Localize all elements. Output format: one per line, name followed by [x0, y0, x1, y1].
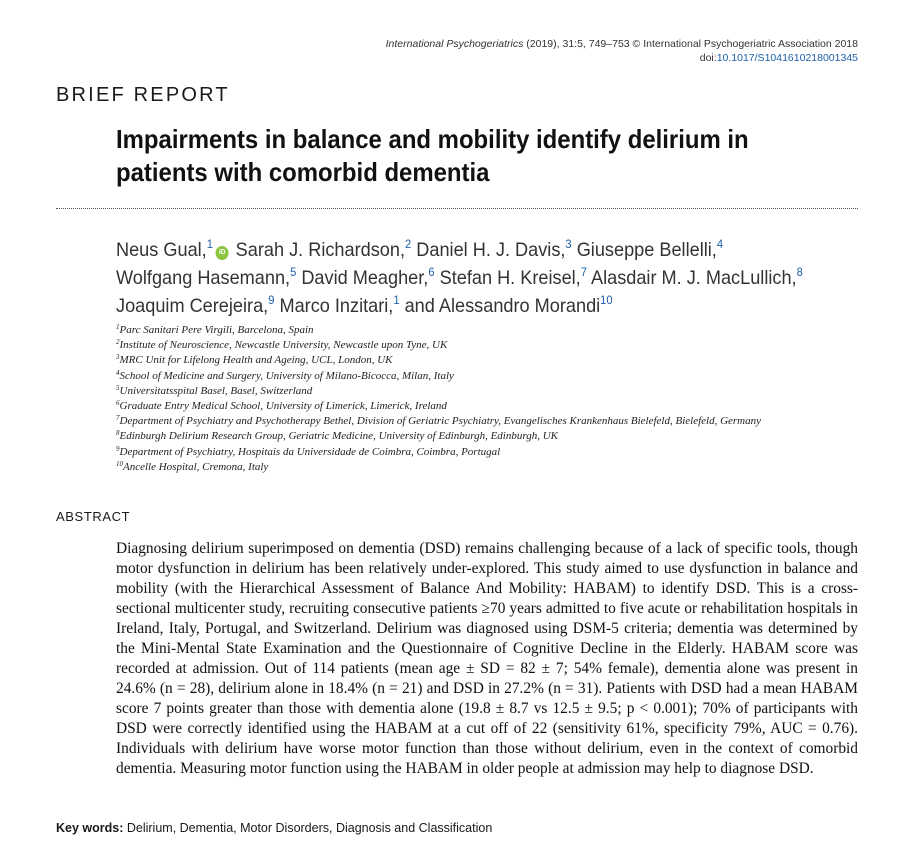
affiliation-number: 4 — [116, 368, 120, 377]
affiliation-number: 8 — [116, 429, 120, 438]
affiliation-number: 9 — [116, 444, 120, 453]
abstract-body: Diagnosing delirium superimposed on dementia (DSD) remains challenging because of a lack of specific tools, though motor dysfunction in delirium has been relatively under-explored. This study aimed to use dysfunction in balance and mobility (with the Hierarchical Assessment of Balance And Mobility: HABAM) to identify DSD. This is a cross-sectional multicenter study, recruiting consecutive patients ≥70 years admitted to five acute or rehabilitation hospitals in Ireland, Italy, Portugal, and Switzerland. Delirium was diagnosed using DSM-5 criteria; dementia was determined by the Mini-Mental State Examination and the Questionnaire of Cognitive Decline in the Elderly. HABAM score was recorded at admission. Out of 114 patients (mean age ± SD = 82 ± 7; 54% female), dementia alone was present in 24.6% (n = 28), delirium alone in 18.4% (n = 21) and DSD in 27.2% (n = 31). Patients with DSD had a mean HABAM score 7 points greater than those with dementia alone (19.8 ± 8.7 vs 12.5 ± 9.5; p < 0.001); 70% of participants with DSD were correctly identified using the HABAM at a cut off of 22 (sensitivity 61%, specificity 79%, AUC = 0.76). Individuals with delirium have worse motor function than those without delirium, even in the context of comorbid dementia. Measuring motor function using the HABAM in older people at admission may help to diagnose DSD. — [116, 540, 858, 777]
author: David Meagher, — [296, 267, 429, 289]
affiliation-number: 5 — [116, 383, 120, 392]
affiliation-text: Edinburgh Delirium Research Group, Geriatric Medicine, University of Edinburgh, Edinburgh, UK — [119, 430, 559, 443]
author: Giuseppe Bellelli, — [571, 239, 717, 261]
journal-name: International Psychogeriatrics — [385, 38, 524, 50]
title-divider — [56, 208, 858, 209]
author-affiliation-link[interactable]: 9 — [268, 293, 275, 307]
affiliation — [116, 429, 876, 444]
author: Alasdair M. J. MacLullich, — [586, 267, 797, 289]
author-affiliation-link[interactable]: 6 — [428, 265, 435, 279]
affiliation-text: School of Medicine and Surgery, University of Milano-Bicocca, Milan, Italy — [119, 369, 454, 382]
journal-header — [386, 37, 858, 65]
affiliation — [116, 323, 876, 338]
affiliation — [116, 445, 876, 460]
affiliation-text: Universitatsspital Basel, Basel, Switzerland — [119, 384, 313, 397]
author-list — [116, 236, 823, 320]
keywords — [56, 821, 492, 835]
doi-prefix: doi: — [699, 52, 717, 64]
author-affiliation-link[interactable]: 8 — [796, 265, 803, 279]
affiliation-text: Institute of Neuroscience, Newcastle University, Newcastle upon Tyne, UK — [119, 339, 448, 352]
author-affiliation-link[interactable]: 2 — [405, 237, 412, 251]
affiliation-text: MRC Unit for Lifelong Health and Ageing, UCL, London, UK — [119, 354, 393, 367]
affiliation-number: 1 — [116, 323, 120, 331]
affiliation-number: 3 — [116, 353, 120, 362]
author: Neus Gual, — [116, 239, 207, 261]
journal-citation-text: (2019), 31:5, 749–753 © International Psychogeriatric Association 2018 — [523, 38, 858, 50]
author-affiliation-link[interactable]: 1 — [206, 237, 213, 251]
affiliation-text: Graduate Entry Medical School, University of Limerick, Limerick, Ireland — [119, 400, 447, 413]
journal-citation — [386, 37, 858, 51]
affiliation-number: 6 — [116, 399, 120, 408]
abstract-heading: ABSTRACT — [56, 509, 131, 524]
affiliation-text: Parc Sanitari Pere Virgili, Barcelona, Spain — [119, 324, 314, 336]
author-affiliation-link[interactable]: 10 — [600, 293, 613, 307]
affiliation-text: Ancelle Hospital, Cremona, Italy — [123, 460, 269, 473]
affiliation-number: 2 — [116, 338, 120, 347]
affiliation — [116, 399, 876, 414]
doi-line — [386, 51, 858, 65]
affiliation — [116, 338, 876, 353]
affiliation — [116, 460, 876, 475]
orcid-icon[interactable]: iD — [216, 246, 229, 260]
author: Wolfgang Hasemann, — [116, 267, 291, 289]
affiliation-text: Department of Psychiatry and Psychotherapy Bethel, Division of Geriatric Psychiatry, Evangelisches Krankenhaus Bielefeld, Bielefeld, Germany — [119, 415, 762, 428]
author: Stefan H. Kreisel, — [434, 267, 581, 289]
affiliation-number: 10 — [116, 459, 123, 468]
author-affiliation-link[interactable]: 7 — [580, 265, 587, 279]
affiliation — [116, 369, 876, 384]
keywords-label: Key words: — [56, 821, 124, 835]
affiliation-number: 7 — [116, 414, 120, 423]
author-affiliation-link[interactable]: 3 — [565, 237, 572, 251]
author: and Alessandro Morandi — [399, 295, 601, 317]
section-label: BRIEF REPORT — [56, 84, 230, 106]
author-affiliation-link[interactable]: 5 — [290, 265, 297, 279]
affiliation-list — [116, 323, 876, 475]
author: Sarah J. Richardson, — [230, 239, 406, 261]
author-affiliation-link[interactable]: 1 — [393, 293, 400, 307]
affiliation — [116, 414, 876, 429]
doi-link[interactable]: 10.1017/S1041610218001345 — [716, 52, 858, 64]
author: Marco Inzitari, — [274, 295, 394, 317]
affiliation — [116, 384, 876, 399]
author: Daniel H. J. Davis, — [411, 239, 566, 261]
author-affiliation-link[interactable]: 4 — [716, 237, 724, 251]
article-title: Impairments in balance and mobility identify delirium in patients with comorbid dementia — [116, 124, 749, 187]
affiliation — [116, 353, 876, 368]
affiliation-text: Department of Psychiatry, Hospitais da Universidade de Coimbra, Coimbra, Portugal — [119, 445, 501, 458]
keywords-text: Delirium, Dementia, Motor Disorders, Diagnosis and Classification — [123, 821, 493, 835]
author: Joaquim Cerejeira, — [116, 295, 269, 317]
